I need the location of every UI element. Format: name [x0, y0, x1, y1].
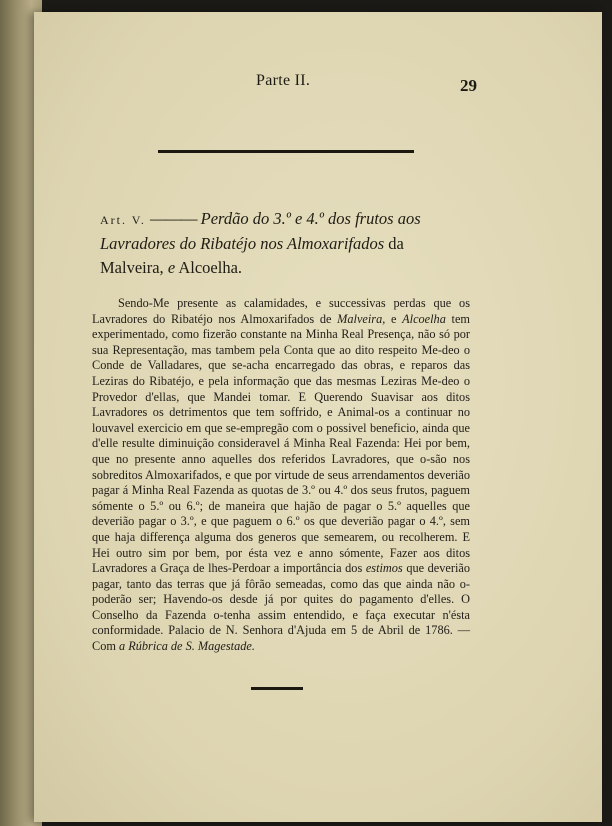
closing-rule: [251, 687, 303, 690]
heading-title-italic: Perdão do 3.º e 4.º dos frutos aos Lavradores do Ribatéjo nos Almoxarifados: [100, 209, 421, 253]
heading-title-end: Alcoelha.: [175, 258, 243, 277]
header-rule: [158, 150, 414, 153]
body-place-alcoelha: Alcoelha: [402, 311, 446, 326]
article-label: Art. V.: [100, 213, 146, 227]
heading-conjunction: e: [167, 258, 176, 277]
body-text-2: , e: [382, 311, 403, 326]
body-place-malveira: Malveira: [337, 311, 383, 326]
article-heading: [100, 207, 466, 280]
heading-dash: ———: [150, 209, 197, 228]
decree-body: [92, 296, 470, 655]
page-number: 29: [460, 76, 477, 95]
body-text-1: Sendo-Me presente as calamidades, e successivas perdas que os Lavradores do Ribatéjo nos Almoxarifados de: [92, 296, 470, 326]
running-header: Parte II.: [256, 72, 311, 89]
heading-title-roman: da Malveira,: [100, 234, 404, 277]
body-signature: a Rúbrica de S. Magestade.: [119, 639, 255, 654]
body-term-estimos: estimos: [365, 561, 403, 576]
body-text-3: tem experimentado, como fizerão constante na Minha Real Presença, não só por sua Representação, mas tambem pela Conta que ao dito respeito Me-deo o Conde de Valladares, que se-acha encarregado das obras, e reparos das Leziras do Ribatéjo, e pela informação que das mesmas Leziras Me-deo o Provedor d'ellas, que Mandei tomar. E Querendo Suavisar aos ditos Lavradores os detrimentos que tem soffrido, e Animal-os a continuar no louvavel exercicio em que se-empregão com o possivel beneficio, ainda que d'elle resulte diminuição consideravel á Minha Real Fazenda: Hei por bem, que no presente anno aquelles dos referidos Lavradores, que o-são nos sobreditos Almoxarifados, e que por virtude de seus arrendamentos deverião pagar á Minha Real Fazenda as quotas de 3.º ou 4.º dos seus frutos, paguem sómente o 5.º ou 6.º; de maneira que hajão de pagar o 5.º aquelles que deverião pagar o 3.º, e que paguem o 6.º os que deverião pagar o 4.º, sem que haja differença alguma dos generos que semearem, ou recolherem. E Hei outro sim por bem, por ésta vez e anno sómente, Fazer aos ditos Lavradores a Graça de lhes-Perdoar a importância dos: [92, 311, 470, 576]
body-text-4: que deverião pagar, tanto das terras que já fôrão semeadas, como das que ainda não o-poderão ser; Havendo-os desde já por quites do pagamento d'elles. O Conselho da Fazenda o-tenha assim entendido, e faça executar n'ésta conformidade. Palacio de N. Senhora d'Ajuda em 5 de Abril de 1786. — Com: [92, 561, 470, 654]
